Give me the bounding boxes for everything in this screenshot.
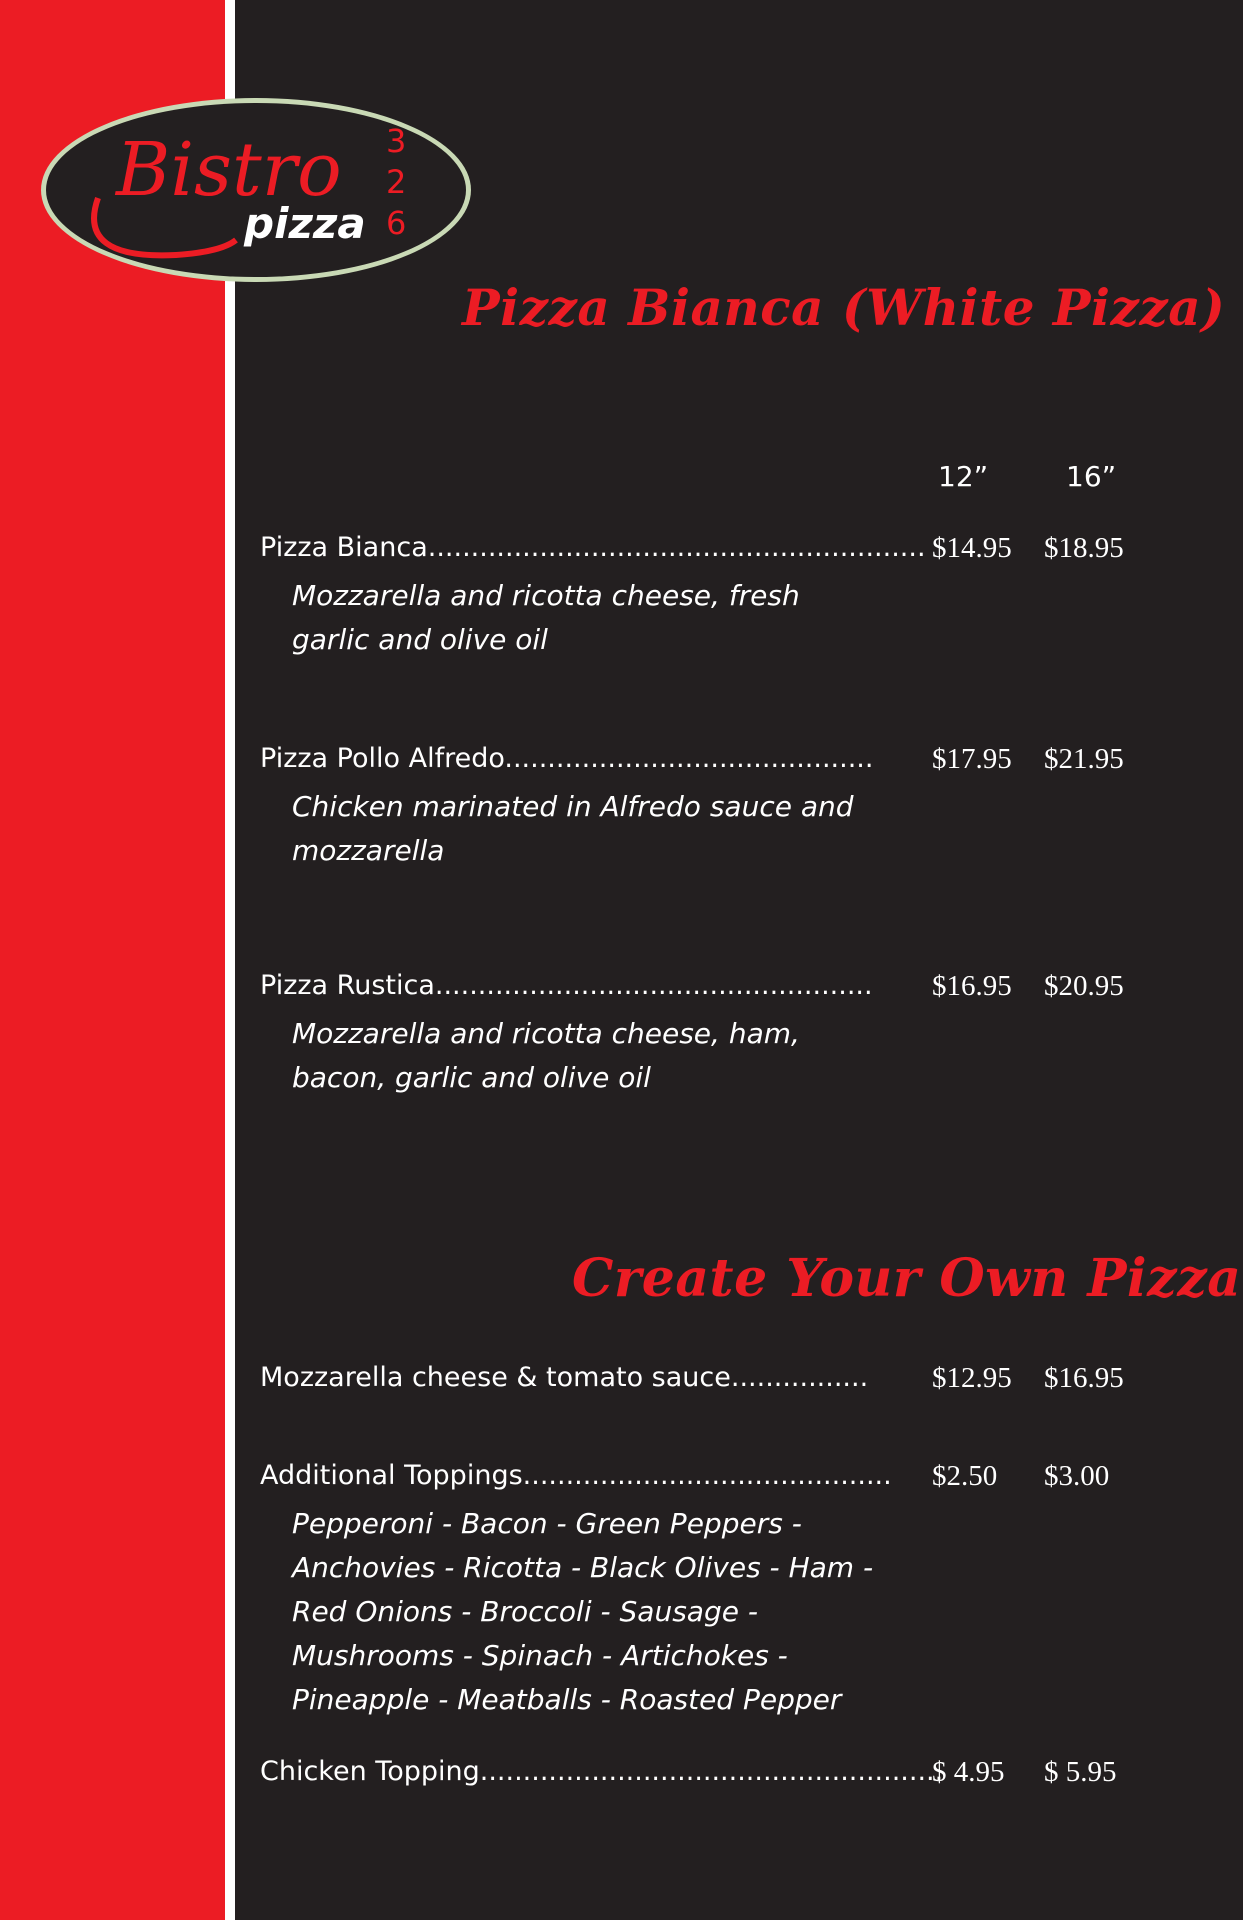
section-title-white-pizza: Pizza Bianca (White Pizza)	[462, 278, 1226, 337]
price-16: $ 5.95	[1044, 1756, 1117, 1788]
item-name: Pizza Pollo Alfredo...........................................	[260, 743, 874, 774]
bistro-logo	[36, 90, 476, 290]
size-header-16: 16”	[1066, 460, 1117, 493]
price-16: $3.00	[1044, 1460, 1110, 1492]
logo-digit-1: 3	[386, 122, 407, 160]
toppings-list: Pepperoni - Bacon - Green Peppers - Anchovies - Ricotta - Black Olives - Ham - Red Onions - Broccoli - Sausage - Mushrooms - Spinach - Artichokes - Pineapple - Meatballs - Roasted Pepper	[292, 1507, 874, 1716]
price-16: $18.95	[1044, 532, 1124, 564]
logo-word: Bistro	[116, 127, 342, 213]
price-12: $ 4.95	[932, 1756, 1005, 1788]
price-16: $21.95	[1044, 743, 1124, 775]
logo-digit-2: 2	[386, 163, 407, 201]
item-description: Mozzarella and ricotta cheese, fresh garlic and olive oil	[292, 579, 800, 656]
item-name: Pizza Rustica...................................................	[260, 970, 873, 1001]
price-16: $16.95	[1044, 1362, 1124, 1394]
item-name: Chicken Topping......................................................	[260, 1756, 944, 1787]
price-12: $14.95	[932, 532, 1012, 564]
price-16: $20.95	[1044, 970, 1124, 1002]
item-name: Mozzarella cheese & tomato sauce................	[260, 1362, 869, 1393]
price-12: $12.95	[932, 1362, 1012, 1394]
item-description: Mozzarella and ricotta cheese, ham, bacon, garlic and olive oil	[292, 1017, 800, 1094]
item-name: Additional Toppings...........................................	[260, 1460, 892, 1491]
logo-digit-3: 6	[386, 204, 407, 242]
item-name: Pizza Bianca..........................................................	[260, 532, 926, 563]
price-12: $17.95	[932, 743, 1012, 775]
section-title-create-your-own: Create Your Own Pizza	[572, 1248, 1242, 1309]
price-12: $2.50	[932, 1460, 998, 1492]
logo-sub: pizza	[244, 199, 366, 248]
price-12: $16.95	[932, 970, 1012, 1002]
size-header-12: 12”	[938, 460, 989, 493]
item-description: Chicken marinated in Alfredo sauce and mozzarella	[292, 790, 854, 867]
